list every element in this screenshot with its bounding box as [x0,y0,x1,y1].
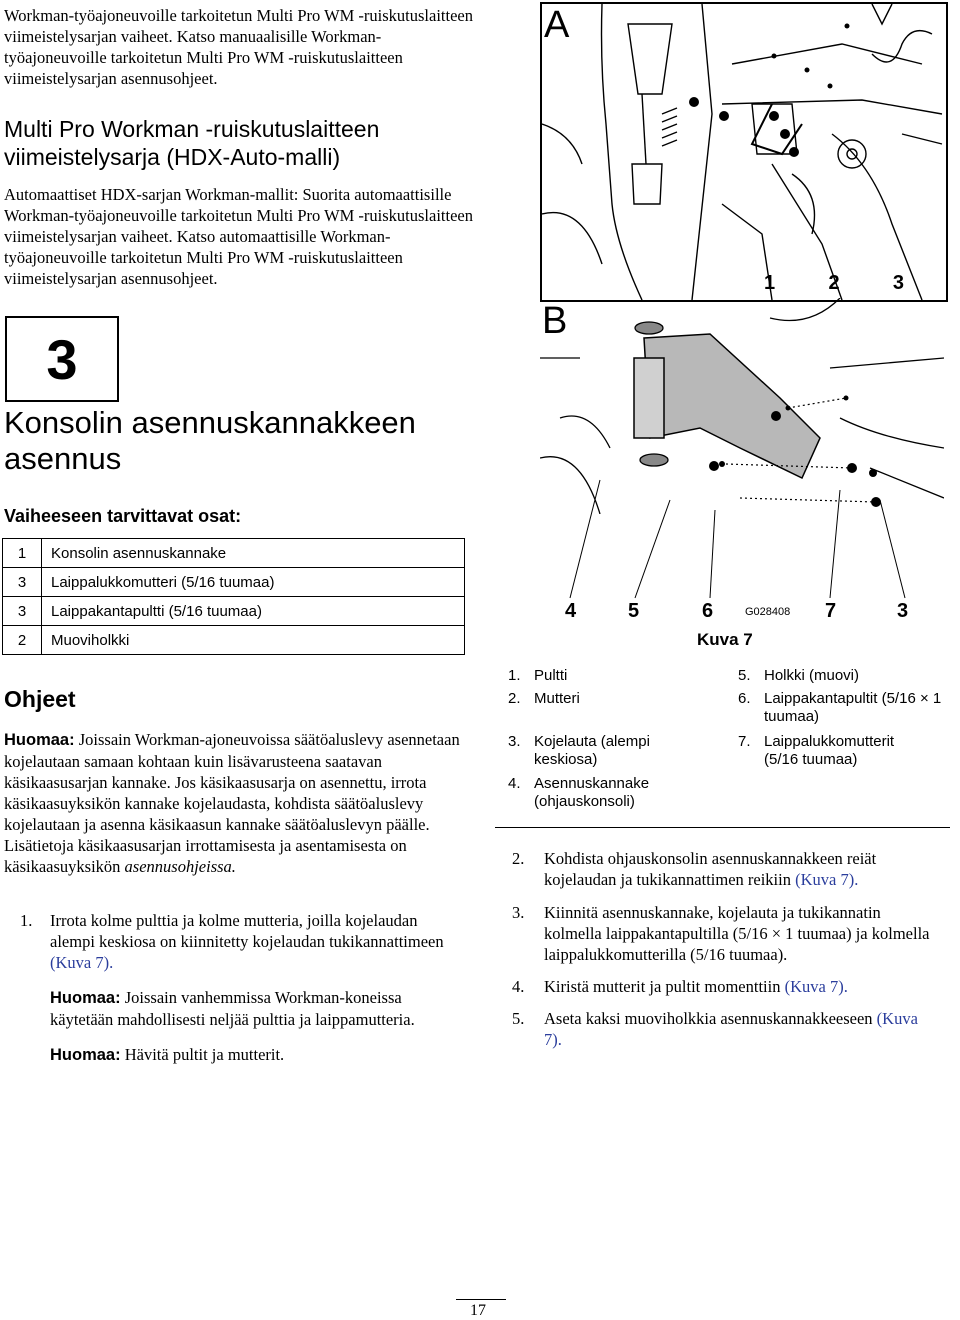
part-quantity: 3 [3,597,42,626]
legend-item: 6. Laippakantapultit (5/16 × 1 tuumaa) [738,690,942,725]
footer-rule [456,1299,506,1300]
callout-3-bottom: 3 [897,600,909,622]
callout-7: 7 [825,600,837,622]
parts-row [3,568,465,597]
legend-item: 5. Holkki (muovi) [738,667,860,684]
parts-row [3,597,465,626]
part-name: Konsolin asennuskannake [42,539,465,568]
part-name: Muoviholkki [42,626,465,655]
parts-row [3,539,465,568]
legend-item: 7. Laippalukkomutterit (5/16 tuumaa) [738,733,895,768]
instructions-heading: Ohjeet [4,686,76,712]
panel-b-label: B [542,300,568,342]
part-quantity: 2 [3,626,42,655]
parts-row [3,626,465,655]
legend-item: 1. Pultti [508,667,568,684]
callout-leader-lines [540,470,944,610]
parts-heading: Vaiheeseen tarvittavat osat: [4,506,242,526]
figure-ref-link[interactable]: (Kuva 7). [784,977,848,996]
note-2: Huomaa: Joissain vanhemmissa Workman-koneissa käytetään mahdollisesti neljää pulttia ja laippamutteria. [50,988,415,1029]
figure-ref-link[interactable]: (Kuva 7). [795,870,859,889]
part-quantity: 1 [3,539,42,568]
legend-item: 3. Kojelauta (alempi keskiosa) [508,733,650,768]
callouts-top [764,272,904,295]
callout-4: 4 [565,600,577,622]
step-5: 5. Aseta kaksi muoviholkkia asennuskannakkeeseen (Kuva 7). [512,1009,918,1049]
step-2: 2. Kohdista ohjauskonsolin asennuskannakkeen reiät kojelaudan ja tukikannattimen reikiin (Kuva 7). [512,849,877,889]
step-4: 4. Kiristä mutterit ja pultit momenttiin (Kuva 7). [512,977,848,996]
callout-6: 6 [702,600,714,622]
panel-a-illustration [542,4,946,300]
note-paragraph: Huomaa: Joissain Workman-ajoneuvoissa säätöaluslevy asennetaan kojelautaan samaan kohtaan kuin lisävarusteena saatavan käsikaasusarjan kannake. Jos käsikaasusarja on asennettu, irrota käsikaasuyksikön kannake kojelaudasta, kohdista säätöaluslevy kojelautaan ja asenna käsikaasun kannake säätöaluslevyn päälle. Lisätietoja käsikaasusarjan irrottamisesta ja asentamisesta on käsikaasuyksikön asennusohjeissa. [4,730,460,876]
figure-panel-a [540,2,948,302]
page-number: 17 [470,1302,486,1319]
callout-1: 1 [764,272,776,294]
figure-caption: Kuva 7 [697,630,753,649]
legend-divider [495,827,950,828]
legend-item: 4. Asennuskannake (ohjauskonsoli) [508,775,650,810]
step-1: 1. Irrota kolme pulttia ja kolme mutteria, joilla kojelaudan alempi keskiosa on kiinnitetty kojelaudan tukikannattimeen (Kuva 7). [20,911,444,972]
section-body: Automaattiset HDX-sarjan Workman-mallit: Suorita automaattisille Workman-työajoneuvoille tarkoitetun Multi Pro WM -ruiskutuslaitteen viimeistelysarjan vaiheet. Katso automaattisille Workman-työajoneuvoille tarkoitetun Multi Pro WM -ruiskutuslaitteen viimeistelysarjan asennusohjeet. [4,185,473,288]
panel-a-label: A [544,4,570,46]
step-title: Konsolin asennuskannakkeen asennus [4,405,416,476]
note-label: Huomaa: [50,989,121,1007]
callout-2: 2 [828,272,840,294]
figure-ref-link[interactable]: (Kuva 7). [50,953,114,972]
figure-legend-right [738,667,953,777]
figure-legend-left [508,667,718,817]
note-3: Huomaa: Hävitä pultit ja mutterit. [50,1045,285,1064]
step-3: 3. Kiinnitä asennuskannake, kojelauta ja tukikannatin kolmella laippakantapultilla (5/16 × 1 tuumaa) ja kolmella laippalukkomutterilla (5/16 tuumaa). [512,903,930,964]
note-label: Huomaa: [4,731,75,749]
step-number: 3 [46,327,78,391]
part-name: Laippalukkomutteri (5/16 tuumaa) [42,568,465,597]
callout-5: 5 [628,600,640,622]
figure-code: G028408 [745,606,791,618]
part-quantity: 3 [3,568,42,597]
figure-ref-link[interactable]: (Kuva 7). [544,1009,918,1049]
step-number-box [5,316,119,402]
part-name: Laippakantapultti (5/16 tuumaa) [42,597,465,626]
intro-paragraph: Workman-työajoneuvoille tarkoitetun Multi Pro WM -ruiskutuslaitteen viimeistelysarjan vaiheet. Katso manuaalisille Workman-työajoneuvoille tarkoitetun Multi Pro WM -ruiskutuslaitteen viimeistelysarjan asennusohjeet. [4,6,473,88]
parts-table [2,538,465,655]
note-label: Huomaa: [50,1046,121,1064]
legend-item: 2. Mutteri [508,690,580,707]
callout-3: 3 [892,272,904,294]
section-heading: Multi Pro Workman -ruiskutuslaitteen viimeistelysarja (HDX-Auto-malli) [4,116,380,170]
